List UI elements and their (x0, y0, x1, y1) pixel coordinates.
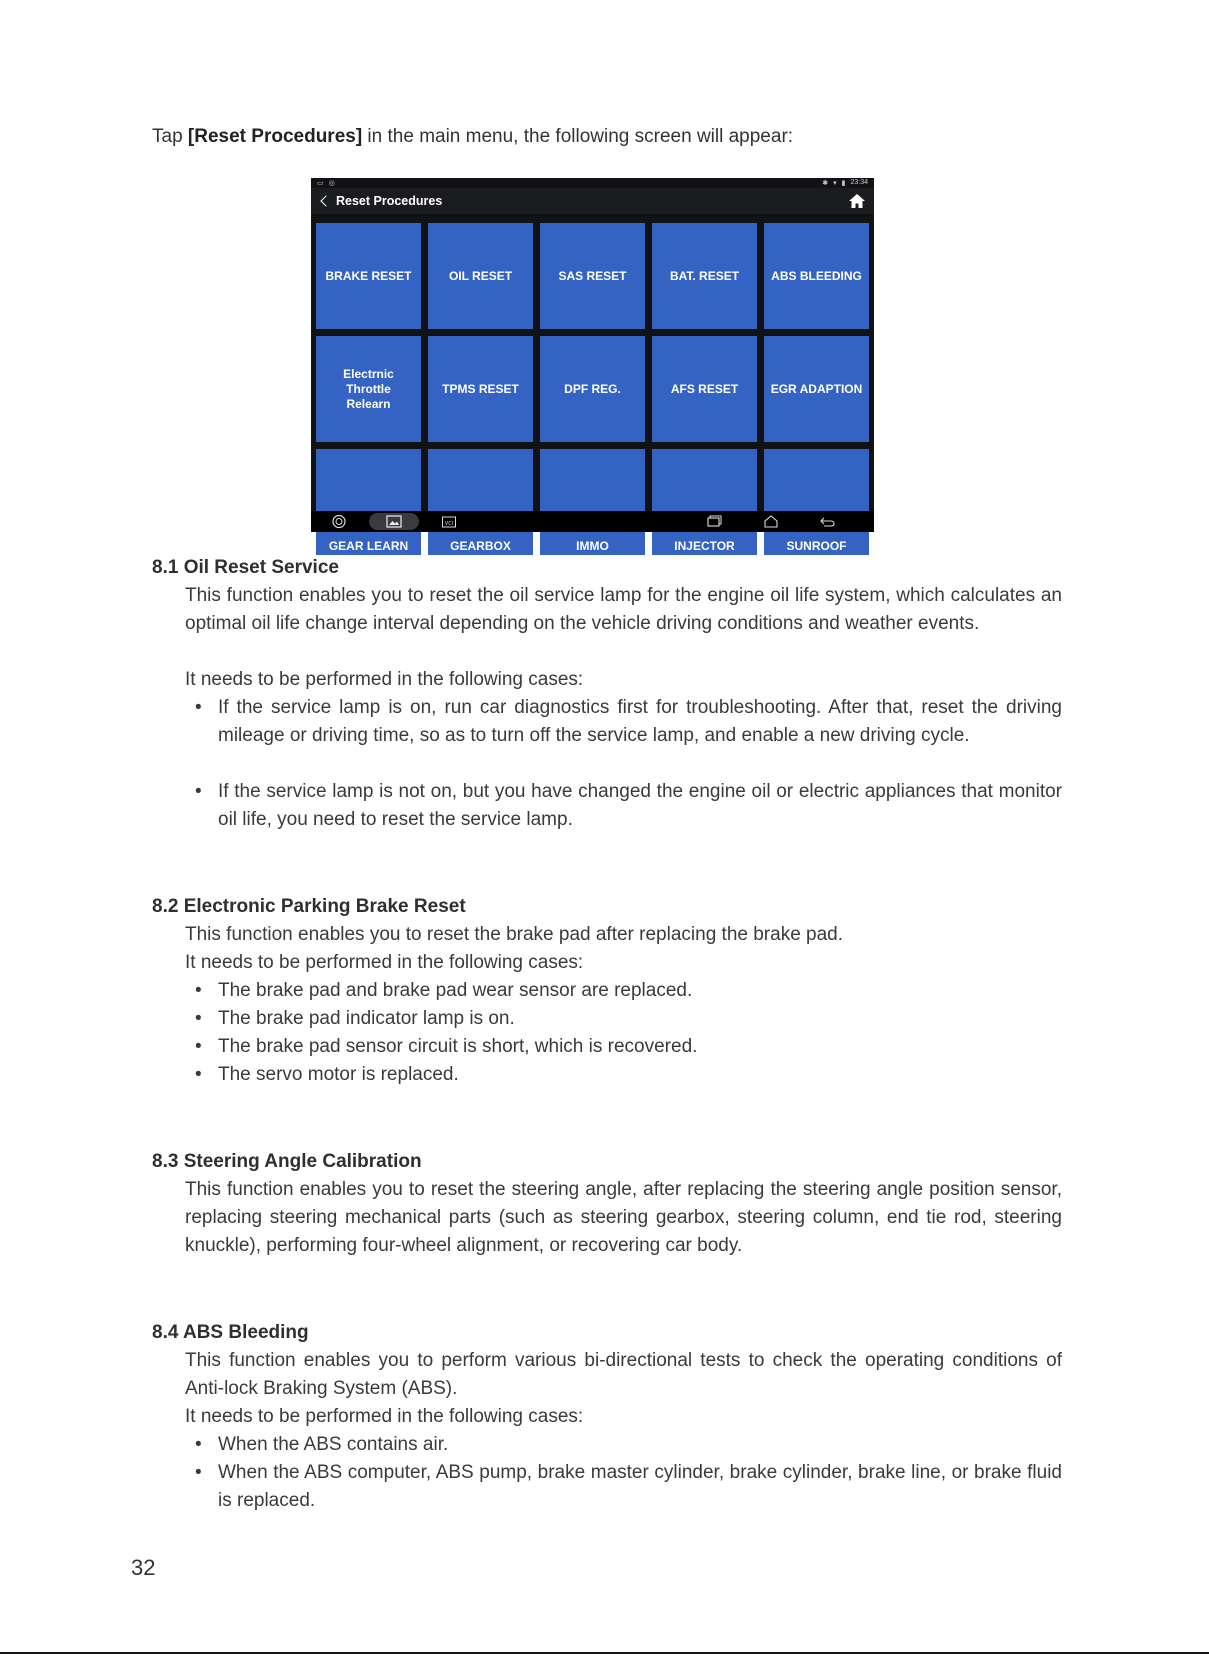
status-time: 23:34 (850, 179, 868, 186)
bullet-marker: • (195, 980, 202, 1001)
notification-icon: ▭ (317, 180, 324, 187)
tile-dpf-reg[interactable]: DPF REG. (540, 336, 645, 442)
list-item: If the service lamp is on, run car diagnostics first for troubleshooting. After that, reset the driving mileage or driving time, so as to turn off the service lamp, and enable a new driving cycle. (218, 697, 1062, 746)
section-paragraph: It needs to be performed in the following cases: (185, 669, 584, 690)
list-item: The brake pad and brake pad wear sensor are replaced. (218, 980, 693, 1001)
chevron-left-icon (320, 195, 331, 206)
image-gallery-icon (386, 515, 402, 528)
tile-injector[interactable]: INJECTOR (652, 449, 757, 555)
screen-title: Reset Procedures (336, 194, 443, 208)
svg-text:VCI: VCI (444, 521, 454, 527)
status-bar (311, 178, 874, 188)
home-icon[interactable] (848, 192, 866, 210)
title-bar (311, 188, 874, 214)
section-heading-abs-bleeding: 8.4 ABS Bleeding (152, 1322, 309, 1343)
tile-sas-reset[interactable]: SAS RESET (540, 223, 645, 329)
wifi-icon: ▾ (833, 180, 837, 187)
system-nav-bar (311, 511, 874, 532)
intro-suffix: in the main menu, the following screen will appear: (362, 126, 794, 147)
bullet-marker: • (195, 1434, 202, 1455)
section-paragraph: This function enables you to reset the brake pad after replacing the brake pad. (185, 924, 844, 945)
device-screenshot (311, 178, 874, 553)
back-button[interactable] (319, 194, 442, 208)
list-item: If the service lamp is not on, but you have changed the engine oil or electric appliances that monitor oil life, you need to reset the service lamp. (218, 781, 1062, 830)
list-item: When the ABS computer, ABS pump, brake master cylinder, brake cylinder, brake line, or brake fluid is replaced. (218, 1462, 1062, 1511)
section-heading-oil-reset: 8.1 Oil Reset Service (152, 557, 339, 578)
section-paragraph: It needs to be performed in the following cases: (185, 1406, 584, 1427)
bullet-marker: • (195, 1064, 202, 1085)
tile-egr-adaption[interactable]: EGR ADAPTION (764, 336, 869, 442)
tile-bat-reset[interactable]: BAT. RESET (652, 223, 757, 329)
app-status-icon: ◎ (328, 180, 335, 187)
bullet-marker: • (195, 1036, 202, 1057)
tile-afs-reset[interactable]: AFS RESET (652, 336, 757, 442)
intro-prefix: Tap (152, 126, 188, 147)
screenshot-pill[interactable] (369, 513, 419, 530)
page-number: 32 (131, 1555, 156, 1580)
tile-tpms-reset[interactable]: TPMS RESET (428, 336, 533, 442)
tile-abs-bleeding[interactable]: ABS BLEEDING (764, 223, 869, 329)
bluetooth-icon: ✱ (822, 180, 829, 187)
list-item: When the ABS contains air. (218, 1434, 449, 1455)
tile-sunroof[interactable]: SUNROOF (764, 449, 869, 555)
tile-brake-reset[interactable]: BRAKE RESET (316, 223, 421, 329)
battery-icon: ▮ (841, 180, 846, 187)
section-paragraph: This function enables you to reset the oil service lamp for the engine oil life system, which calculates an optimal oil life change interval depending on the vehicle driving conditions and weather events. (185, 585, 1062, 634)
bullet-marker: • (195, 697, 202, 718)
list-item: The brake pad indicator lamp is on. (218, 1008, 515, 1029)
tile-oil-reset[interactable]: OIL RESET (428, 223, 533, 329)
function-grid (316, 223, 870, 555)
bullet-marker: • (195, 1008, 202, 1029)
tile-immo[interactable]: IMMO (540, 449, 645, 555)
tile-gear-learn[interactable]: GEAR LEARN (316, 449, 421, 555)
section-paragraph: This function enables you to reset the steering angle, after replacing the steering angle position sensor, replacing steering mechanical parts (such as steering gearbox, steering column, end tie rod, steering knuckle), performing four-wheel alignment, or recovering car body. (185, 1179, 1062, 1256)
back-nav-icon[interactable] (819, 514, 835, 529)
list-item: The brake pad sensor circuit is short, which is recovered. (218, 1036, 698, 1057)
bottom-rule (0, 1652, 1209, 1654)
section-heading-steering-angle: 8.3 Steering Angle Calibration (152, 1151, 422, 1172)
intro-line (152, 126, 793, 148)
app-logo-icon[interactable] (331, 514, 347, 529)
tile-electronic-throttle-relearn[interactable]: Electrnic Throttle Relearn (316, 336, 421, 442)
intro-bold: [Reset Procedures] (187, 126, 363, 147)
list-item: The servo motor is replaced. (218, 1064, 459, 1085)
tile-gearbox[interactable]: GEARBOX (428, 449, 533, 555)
bullet-marker: • (195, 781, 202, 802)
section-heading-parking-brake: 8.2 Electronic Parking Brake Reset (152, 896, 466, 917)
section-paragraph: It needs to be performed in the following cases: (185, 952, 584, 973)
section-paragraph: This function enables you to perform various bi-directional tests to check the operating conditions of Anti-lock Braking System (ABS). (185, 1350, 1062, 1399)
vci-icon[interactable] (441, 514, 457, 529)
recent-apps-icon[interactable] (706, 514, 722, 529)
bullet-marker: • (195, 1462, 202, 1483)
home-nav-icon[interactable] (763, 514, 779, 529)
